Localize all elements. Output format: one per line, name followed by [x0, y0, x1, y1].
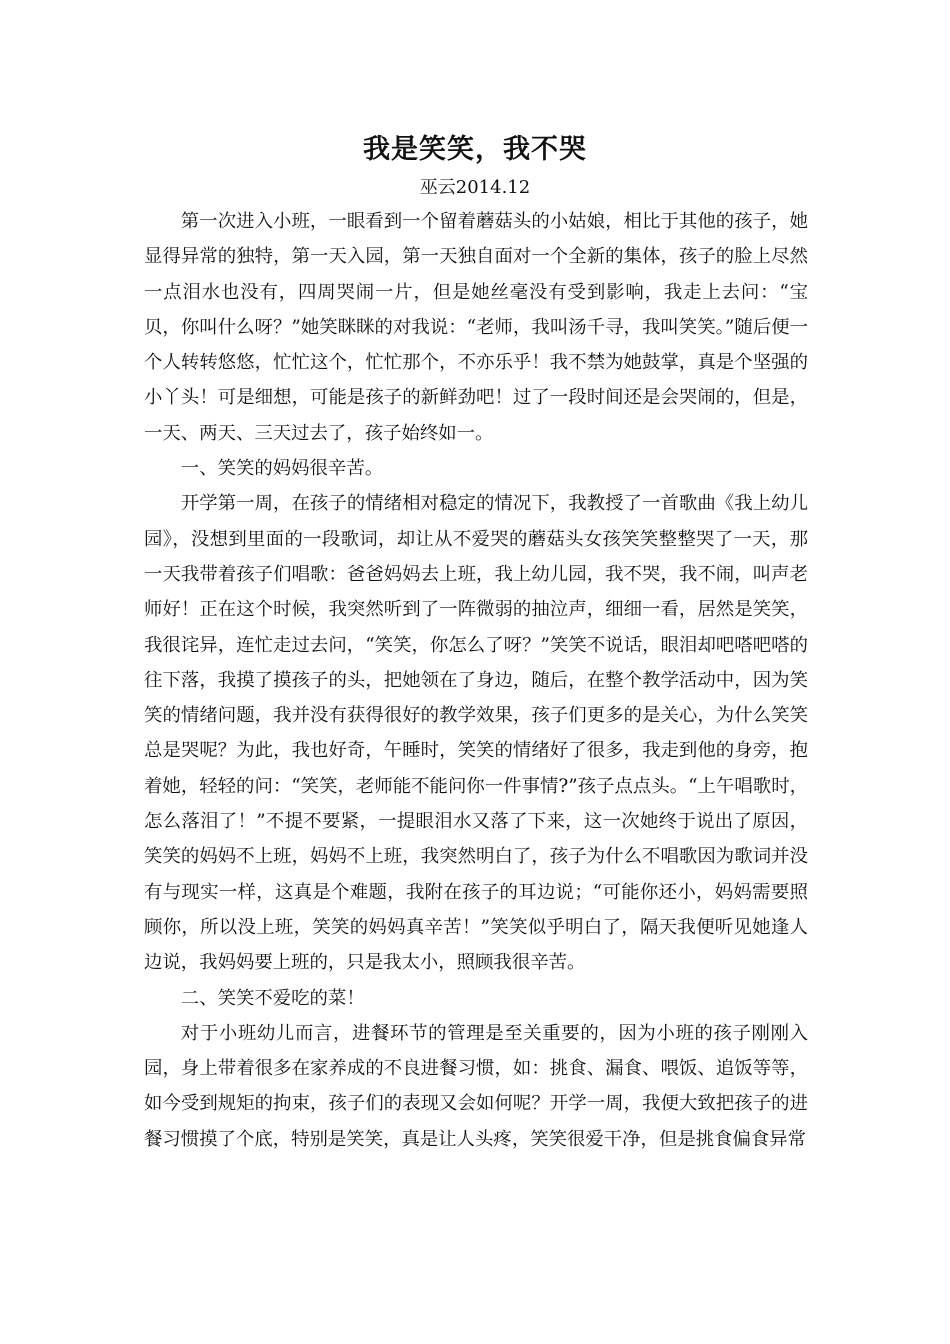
paragraph-section-1: 开学第一周，在孩子的情绪相对稳定的情况下，我教授了一首歌曲《我上幼儿园》，没想到里面的一段歌词，却让从不爱哭的蘑菇头女孩笑笑整整哭了一天，那一天我带着孩子们唱歌：爸爸妈妈去上班，我上幼儿园，我不哭，我不闹，叫声老师好！正在这个时候，我突然听到了一阵微弱的抽泣声，细细一看，居然是笑笑，我很诧异，连忙走过去问，“笑笑，你怎么了呀？”笑笑不说话，眼泪却吧嗒吧嗒的往下落，我摸了摸孩子的头，把她领在了身边，随后，在整个教学活动中，因为笑笑的情绪问题，我并没有获得很好的教学效果，孩子们更多的是关心，为什么笑笑总是哭呢？为此，我也好奇，午睡时，笑笑的情绪好了很多，我走到他的身旁，抱着她，轻轻的问：“笑笑，老师能不能问你一件事情?”孩子点点头。“上午唱歌时，怎么落泪了！”不提不要紧，一提眼泪水又落了下来，这一次她终于说出了原因，笑笑的妈妈不上班，妈妈不上班，我突然明白了，孩子为什么不唱歌因为歌词并没有与现实一样，这真是个难题，我附在孩子的耳边说；“可能你还小，妈妈需要照顾你，所以没上班，笑笑的妈妈真辛苦！”笑笑似乎明白了，隔天我便听见她逢人边说，我妈妈要上班的，只是我太小，照顾我很辛苦。 [144, 493, 808, 974]
paragraph-intro: 第一次进入小班，一眼看到一个留着蘑菇头的小姑娘，相比于其他的孩子，她显得异常的独特，第一天入园，第一天独自面对一个全新的集体，孩子的脸上尽然一点泪水也没有，四周哭闹一片，但是她丝毫没有受到影响，我走上去问：“宝贝，你叫什么呀？”她笑眯眯的对我说：“老师，我叫汤千寻，我叫笑笑。”随后便一个人转转悠悠，忙忙这个，忙忙那个，不亦乐乎！我不禁为她鼓掌，真是个坚强的小丫头！可是细想，可能是孩子的新鲜劲吧！过了一段时间还是会哭闹的，但是，一天、两天、三天过去了，孩子始终如一。 [144, 211, 808, 444]
paragraph-section-2: 对于小班幼儿而言，进餐环节的管理是至关重要的，因为小班的孩子刚刚入园，身上带着很多在家养成的不良进餐习惯，如：挑食、漏食、喂饭、追饭等等，如今受到规矩的拘束，孩子们的表现又会如何呢？开学一周，我便大致把孩子的进餐习惯摸了个底，特别是笑笑，真是让人头疼，笑笑很爱干净，但是挑食偏食异常 [144, 1022, 808, 1150]
document-title: 我是笑笑，我不哭 [363, 134, 587, 165]
section-heading-2: 二、笑笑不爱吃的菜！ [180, 987, 365, 1009]
author-date: 巫云2014.12 [419, 177, 531, 198]
document-body [144, 204, 808, 1157]
section-heading-1: 一、笑笑的妈妈很辛苦。 [180, 458, 384, 480]
